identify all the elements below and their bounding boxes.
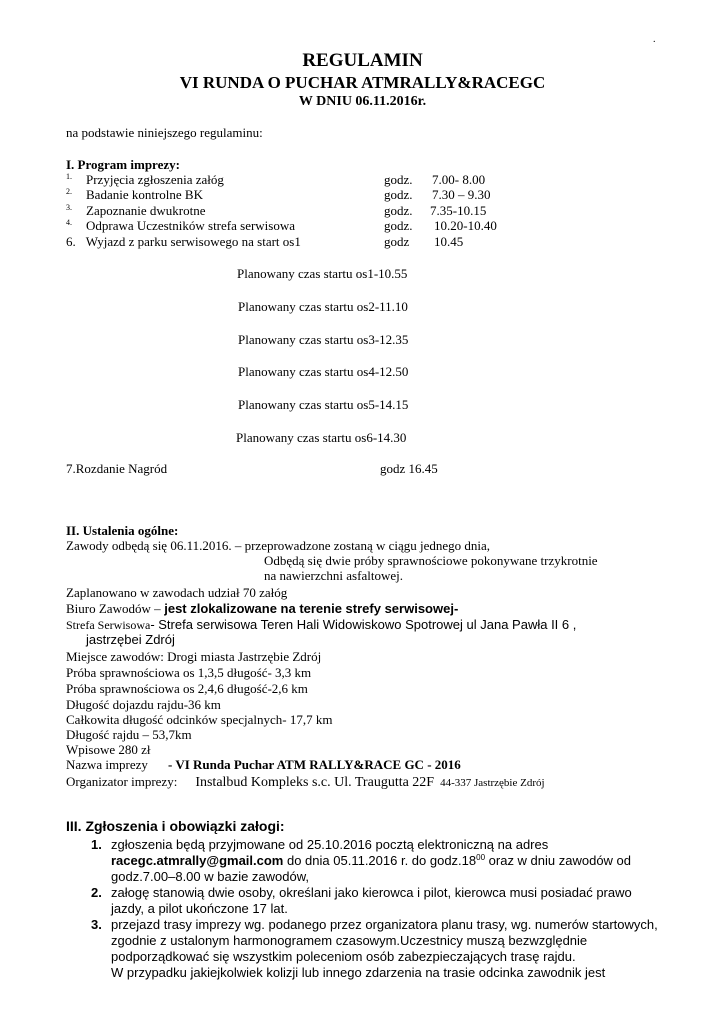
item3-line2: zgodnie z ustalonym harmonogramem czasowym.Uczestnicy muszą bezwzględnie [111,933,588,948]
item1-text: do dnia 05.11.2016 r. do godz.18 [283,853,477,868]
service-label: Strefa Serwisowa [66,618,151,632]
item-number: 1. [66,172,72,181]
organizer-address: 44-337 Jastrzębie Zdrój [440,777,545,789]
contact-email: racegc.atmrally@gmail.com [111,853,284,868]
item2-line1: załogę stanowią dwie osoby, określani jako kierowca i pilot, kierowca musi posiadać prawo [111,885,632,900]
item1-text-cont: oraz w dniu zawodów od [485,853,632,868]
program-item [66,172,224,188]
event-place: Miejsce zawodów: Drogi miasta Jastrzębie Zdrój [66,649,322,664]
item-label: Badanie kontrolne BK [86,187,203,202]
entry-fee: Wpisowe 280 zł [66,742,151,757]
general-line3: na nawierzchni asfaltowej. [264,568,403,583]
item-godz: godz. [384,218,413,233]
item2-line2: jazdy, a pilot ukończone 17 lat. [111,901,288,916]
general-heading: II. Ustalenia ogólne: [66,523,179,538]
planned-start: Planowany czas startu os5-14.15 [238,397,409,412]
rally-length: Długość rajdu – 53,7km [66,727,192,742]
event-name-value: - VI Runda Puchar ATM RALLY&RACE GC - 2016 [168,757,461,772]
item-number: 4. [66,218,72,227]
item-number: 2. [66,187,72,196]
program-item [66,187,203,203]
access-length: Długość dojazdu rajdu-36 km [66,697,221,712]
item-label: Wyjazd z parku serwisowego na start os1 [85,234,301,249]
awards-time: godz 16.45 [380,461,438,476]
list-number: 1. [91,837,102,852]
service-value: - Strefa serwisowa Teren Hali Widowiskowo Spotrowej ul Jana Pawła II 6 , [150,617,577,632]
planned-crews: Zaplanowano w zawodach udział 70 załóg [66,585,288,600]
program-item [66,218,295,234]
planned-start: Planowany czas startu os4-12.50 [238,364,409,379]
planned-start: Planowany czas startu os6-14.30 [236,430,407,445]
item-label: Zapoznanie dwukrotne [86,203,206,218]
list-number: 3. [91,917,102,932]
item-time: 10.45 [434,234,464,249]
general-line1: Zawody odbędą się 06.11.2016. – przeprowadzone zostaną w ciągu jednego dnia, [66,538,491,553]
item1-line3: godz.7.00–8.00 w bazie zawodów, [111,869,310,884]
trial-2: Próba sprawnościowa os 2,4,6 długość-2,6 km [66,681,308,696]
office-value: jest zlokalizowane na terenie strefy serwisowej- [160,601,459,616]
list-number: 2. [91,885,102,900]
item3-line1: przejazd trasy imprezy wg. podanego przez organizatora planu trasy, wg. numerów startowych, [111,917,658,932]
section3-heading: III. Zgłoszenia i obowiązki załogi: [66,818,285,834]
event-name-label: Nazwa imprezy [66,757,148,772]
item-godz: godz. [384,203,413,218]
item-godz: godz. [384,187,413,202]
program-item [66,234,301,250]
office-label: Biuro Zawodów – [66,601,161,616]
awards-label: 7.Rozdanie Nagród [66,461,168,476]
planned-start: Planowany czas startu os2-11.10 [238,299,408,314]
item-label: Przyjęcia zgłoszenia załóg [86,172,224,187]
special-stages-length: Całkowita długość odcinków specjalnych- 17,7 km [66,712,333,727]
program-heading: I. Program imprezy: [66,157,180,172]
document-subtitle: VI RUNDA O PUCHAR ATMRALLY&RACEGC [179,73,546,92]
item3-line4: W przypadku jakiejkolwiek kolizji lub innego zdarzenia na trasie odcinka zawodnik jest [111,965,606,980]
item1-line1: zgłoszenia będą przyjmowane od 25.10.2016 pocztą elektroniczną na adres [111,837,549,852]
item-number: 6. [66,234,76,249]
time-superscript: 00 [476,853,486,862]
document-title: REGULAMIN [302,50,423,71]
organizer-line [66,773,545,791]
item-time: 7.30 – 9.30 [432,187,491,202]
intro-text: na podstawie niniejszego regulaminu: [66,125,263,140]
trial-1: Próba sprawnościowa os 1,3,5 długość- 3,3 km [66,665,312,680]
planned-start: Planowany czas startu os1-10.55 [237,266,408,281]
corner-mark: . [653,34,656,45]
item-time: 7.35-10.15 [430,203,487,218]
document-date: W DNIU 06.11.2016r. [298,94,427,109]
organizer-value: Instalbud Kompleks s.c. Ul. Traugutta 22F [195,775,435,790]
service-value-cont: jastrzębei Zdrój [86,632,175,647]
item-godz: godz [384,234,410,249]
item-time: 7.00- 8.00 [432,172,486,187]
item-godz: godz. [384,172,413,187]
general-line2: Odbędą się dwie próby sprawnościowe pokonywane trzykrotnie [264,553,598,568]
item1-line2 [111,853,631,868]
item-time: 10.20-10.40 [434,218,497,233]
planned-start: Planowany czas startu os3-12.35 [238,332,409,347]
item-number: 3. [66,203,72,212]
item3-line3: podporządkować się wszystkim poleceniom osób zabezpieczających trasę rajdu. [111,949,576,964]
program-item [66,203,205,219]
organizer-label: Organizator imprezy: [66,774,178,789]
item-label: Odprawa Uczestników strefa serwisowa [86,218,296,233]
